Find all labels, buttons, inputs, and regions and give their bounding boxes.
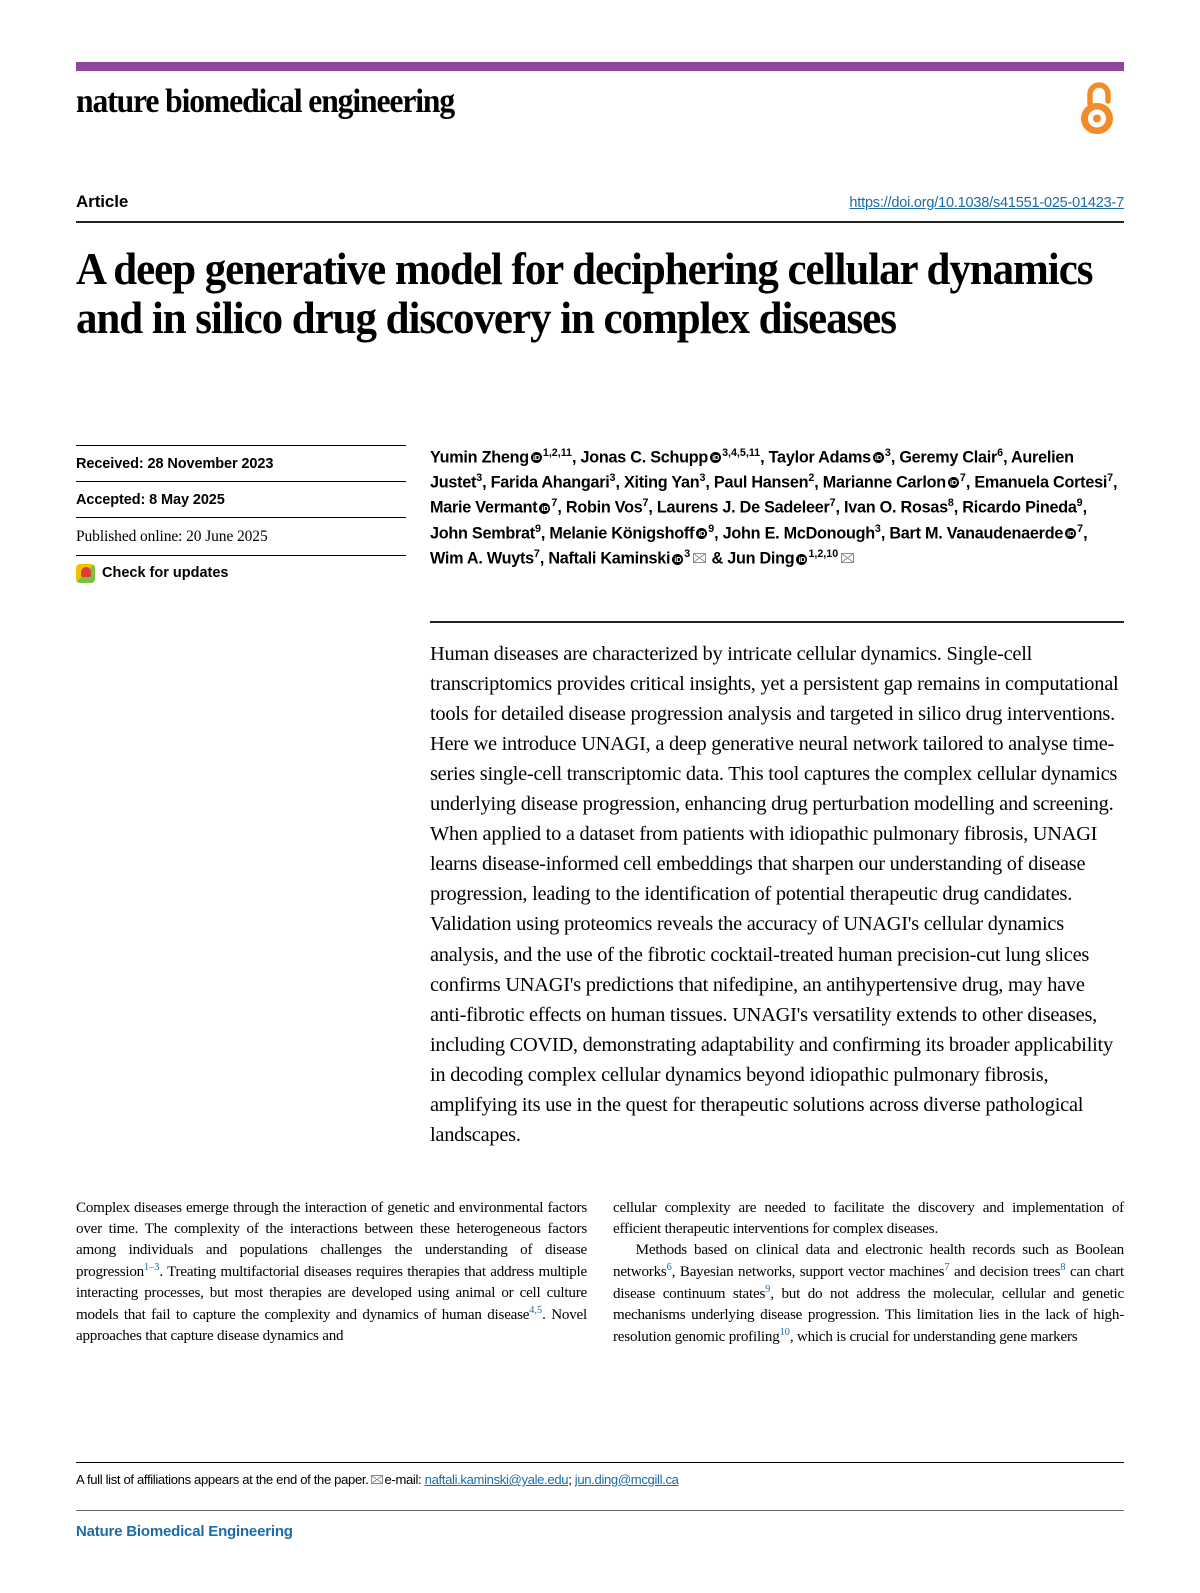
body-columns xyxy=(76,1198,1124,1347)
affiliations-note-text: A full list of affiliations appears at the end of the paper. xyxy=(76,1472,369,1487)
affiliation-marker: 7 xyxy=(829,497,836,510)
published-date: Published online: 20 June 2025 xyxy=(76,517,406,555)
body-text: can chart disease continuum states xyxy=(613,1263,1125,1302)
reference-link[interactable]: 4,5 xyxy=(529,1304,543,1316)
body-column-left xyxy=(76,1198,587,1347)
affiliation-marker: 2 xyxy=(808,472,815,485)
body-text: . Treating multifactorial diseases requires therapies that address multiple interacting processes, but most therapies are developed using animal or cell culture models that fail to capture the complexity and dynamics of human disease xyxy=(76,1263,587,1323)
article-type-label: Article xyxy=(76,192,129,211)
affiliation-marker: 9 xyxy=(708,522,715,535)
affiliation-marker: 3 xyxy=(884,446,891,459)
journal-name: nature biomedical engineering xyxy=(76,83,455,120)
affiliation-marker: 3 xyxy=(874,522,881,535)
corresponding-email-2[interactable]: jun.ding@mcgill.ca xyxy=(574,1472,679,1487)
body-column-right xyxy=(613,1198,1124,1347)
body-text: and decision trees xyxy=(949,1263,1061,1280)
body-text: , which is crucial for understanding gene markers xyxy=(789,1328,1078,1345)
email-label: e-mail: xyxy=(384,1472,422,1487)
received-date: Received: 28 November 2023 xyxy=(76,445,406,481)
check-for-updates-label: Check for updates xyxy=(102,565,229,582)
author-list xyxy=(406,445,1124,583)
author-item[interactable]: Aurelien Justet xyxy=(430,448,1074,492)
affiliation-marker: 3,4,5,11 xyxy=(722,446,761,459)
affiliation-marker: 3 xyxy=(699,472,706,485)
author-item[interactable]: Naftali Kaminski xyxy=(548,549,671,568)
author-item[interactable]: Robin Vos xyxy=(565,498,643,517)
affiliation-marker: 7 xyxy=(959,472,966,485)
body-text: Complex diseases emerge through the interaction of genetic and environmental factors over time. The complexity of the interactions between these heterogeneous factors among individuals and populations challenges the understanding of disease progression xyxy=(76,1200,587,1280)
affiliation-marker: 9 xyxy=(534,522,541,535)
accepted-date: Accepted: 8 May 2025 xyxy=(76,481,406,517)
affiliation-marker: 7 xyxy=(1107,472,1114,485)
author-item[interactable]: Ivan O. Rosas xyxy=(844,498,948,517)
body-text: . Novel approaches that capture disease dynamics and xyxy=(76,1306,587,1344)
reference-link[interactable]: 10 xyxy=(779,1326,790,1338)
article-type-row xyxy=(76,192,1124,223)
article-page xyxy=(76,0,1124,1593)
doi-link[interactable]: https://doi.org/10.1038/s41551-025-01423-7 xyxy=(849,195,1124,211)
orcid-icon[interactable] xyxy=(672,554,683,565)
crossmark-icon xyxy=(76,564,95,583)
page-title: A deep generative model for deciphering cellular dynamics and in silico drug discovery in complex diseases xyxy=(76,244,1093,343)
abstract-gutter xyxy=(76,621,406,1151)
affiliation-marker: 7 xyxy=(533,548,540,561)
abstract-section xyxy=(76,621,1124,1151)
journal-masthead xyxy=(76,85,1124,142)
check-for-updates-button[interactable] xyxy=(76,555,406,583)
body-text: Methods based on clinical data and electronic health records such as Boolean networks xyxy=(613,1242,1124,1280)
affiliation-marker: 3 xyxy=(609,472,616,485)
orcid-icon[interactable] xyxy=(1065,528,1076,539)
meta-and-authors xyxy=(76,445,1124,583)
body-text: , but do not address the molecular, cellular and genetic mechanisms underlying disease progression. This limitation lies in the lack of high-resolution genomic profiling xyxy=(613,1285,1124,1345)
affiliation-marker: 1,2,10 xyxy=(808,548,839,561)
author-item[interactable]: Marianne Carlon xyxy=(822,473,946,492)
envelope-icon[interactable] xyxy=(693,553,706,563)
affiliation-marker: 7 xyxy=(1077,522,1084,535)
author-item[interactable]: Jun Ding xyxy=(727,549,795,568)
envelope-icon[interactable] xyxy=(841,553,854,563)
affiliation-marker: 7 xyxy=(551,497,558,510)
body-text: , Bayesian networks, support vector machines xyxy=(671,1263,945,1280)
reference-link[interactable]: 1–3 xyxy=(144,1261,160,1273)
author-names: Yumin Zheng iD $^{1,2,11}$, Jonas C. Schupp iD $^{3,4,5,11}$, Taylor Adams iD $^3$, Geremy Clair$^6$, Aurelien Justet$^3$, Farida Ahangari$^3$, Xiting Yan$^3$, Paul Hansen$^2$, Marianne CarloniD $^7$, Emanuela Cortesi$^7$, Marie Vermant iD $^7$, Robin Vos$^7$, Laurens J. De Sadeleer$^7$, Ivan O. Rosas$^8$, Ricardo Pineda$^9$, John Sembrat$^9$, Melanie Königshoff iD $^9$, John E. McDonough$^3$, Bart M. Vanaudenaerde iD $^7$, Wim A. Wuyts$^7$, Naftali Kaminski iD $^3$ & Jun Ding iD $^{1,2,10}$ xyxy=(430,445,1124,572)
reference-link[interactable]: 9 xyxy=(765,1283,771,1295)
affiliation-marker: 3 xyxy=(476,472,483,485)
paragraph xyxy=(613,1240,1124,1348)
affiliations-footnote xyxy=(76,1462,1124,1487)
reference-link[interactable]: 8 xyxy=(1060,1261,1066,1273)
affiliation-marker: 6 xyxy=(997,446,1004,459)
body-text: cellular complexity are needed to facilitate the discovery and implementation of efficient therapeutic interventions for complex diseases. xyxy=(613,1200,1124,1238)
orcid-icon[interactable] xyxy=(796,554,807,565)
reference-link[interactable]: 6 xyxy=(666,1261,672,1273)
brand-color-bar xyxy=(76,62,1124,71)
author-item[interactable]: Jonas C. Schupp xyxy=(580,448,709,467)
author-item[interactable]: Emanuela Cortesi xyxy=(974,473,1108,492)
author-item[interactable]: Yumin Zheng xyxy=(430,448,529,467)
author-item[interactable]: Wim A. Wuyts xyxy=(430,549,534,568)
author-item[interactable]: Taylor Adams xyxy=(768,448,871,467)
author-item[interactable]: Laurens J. De Sadeleer xyxy=(656,498,830,517)
affiliation-marker: 8 xyxy=(947,497,954,510)
affiliation-marker: 9 xyxy=(1076,497,1083,510)
orcid-icon[interactable] xyxy=(539,503,550,514)
abstract-body xyxy=(406,621,1124,1151)
author-item[interactable]: John Sembrat xyxy=(430,524,535,543)
orcid-icon[interactable] xyxy=(873,452,884,463)
orcid-icon[interactable] xyxy=(531,452,542,463)
abstract-text: Human diseases are characterized by intricate cellular dynamics. Single-cell transcriptomics provides critical insights, yet a persistent gap remains in computational tools for detailed disease progression analysis and targeted in silico drug interventions. Here we introduce UNAGI, a deep generative neural network tailored to analyse time-series single-cell transcriptomic data. This tool captures the complex cellular dynamics underlying disease progression, enhancing drug perturbation modelling and screening. When applied to a dataset from patients with idiopathic pulmonary fibrosis, UNAGI learns disease-informed cell embeddings that sharpen our understanding of disease progression, leading to the identification of potential therapeutic drug candidates. Validation using proteomics reveals the accuracy of UNAGI's cellular dynamics analysis, and the use of the fibrotic cocktail-treated human precision-cut lung slices confirms UNAGI's predictions that nifedipine, an antihypertensive drug, may have anti-fibrotic effects on human tissues. UNAGI's versatility extends to other diseases, including COVID, demonstrating adaptability and confirming its broader applicability in decoding complex cellular dynamics beyond idiopathic pulmonary fibrosis, amplifying its use in the quest for therapeutic solutions across diverse pathological landscapes. xyxy=(430,621,1124,1151)
article-history-panel xyxy=(76,445,406,583)
author-item[interactable]: Farida Ahangari xyxy=(490,473,610,492)
affiliation-marker: 1,2,11 xyxy=(542,446,572,459)
author-item[interactable]: Paul Hansen xyxy=(713,473,809,492)
author-item[interactable]: Marie Vermant xyxy=(430,498,538,517)
author-item[interactable]: Melanie Königshoff xyxy=(549,524,695,543)
author-item[interactable]: Ricardo Pineda xyxy=(962,498,1077,517)
footer-journal-name: Nature Biomedical Engineering xyxy=(76,1510,1124,1540)
author-item[interactable]: Geremy Clair xyxy=(899,448,998,467)
paragraph xyxy=(613,1198,1124,1240)
orcid-icon[interactable] xyxy=(710,452,721,463)
envelope-icon xyxy=(371,1475,383,1485)
paragraph xyxy=(76,1198,587,1346)
author-item[interactable]: John E. McDonough xyxy=(722,524,875,543)
orcid-icon[interactable] xyxy=(696,528,707,539)
author-item[interactable]: Bart M. Vanaudenaerde xyxy=(889,524,1064,543)
open-access-lock-icon xyxy=(1078,79,1120,142)
author-item[interactable]: Xiting Yan xyxy=(623,473,700,492)
corresponding-email-1[interactable]: naftali.kaminski@yale.edu xyxy=(424,1472,569,1487)
reference-link[interactable]: 7 xyxy=(944,1261,950,1273)
email-separator: ; xyxy=(568,1472,572,1487)
affiliation-marker: 7 xyxy=(642,497,649,510)
affiliation-marker: 3 xyxy=(684,548,691,561)
orcid-icon[interactable] xyxy=(948,477,959,488)
